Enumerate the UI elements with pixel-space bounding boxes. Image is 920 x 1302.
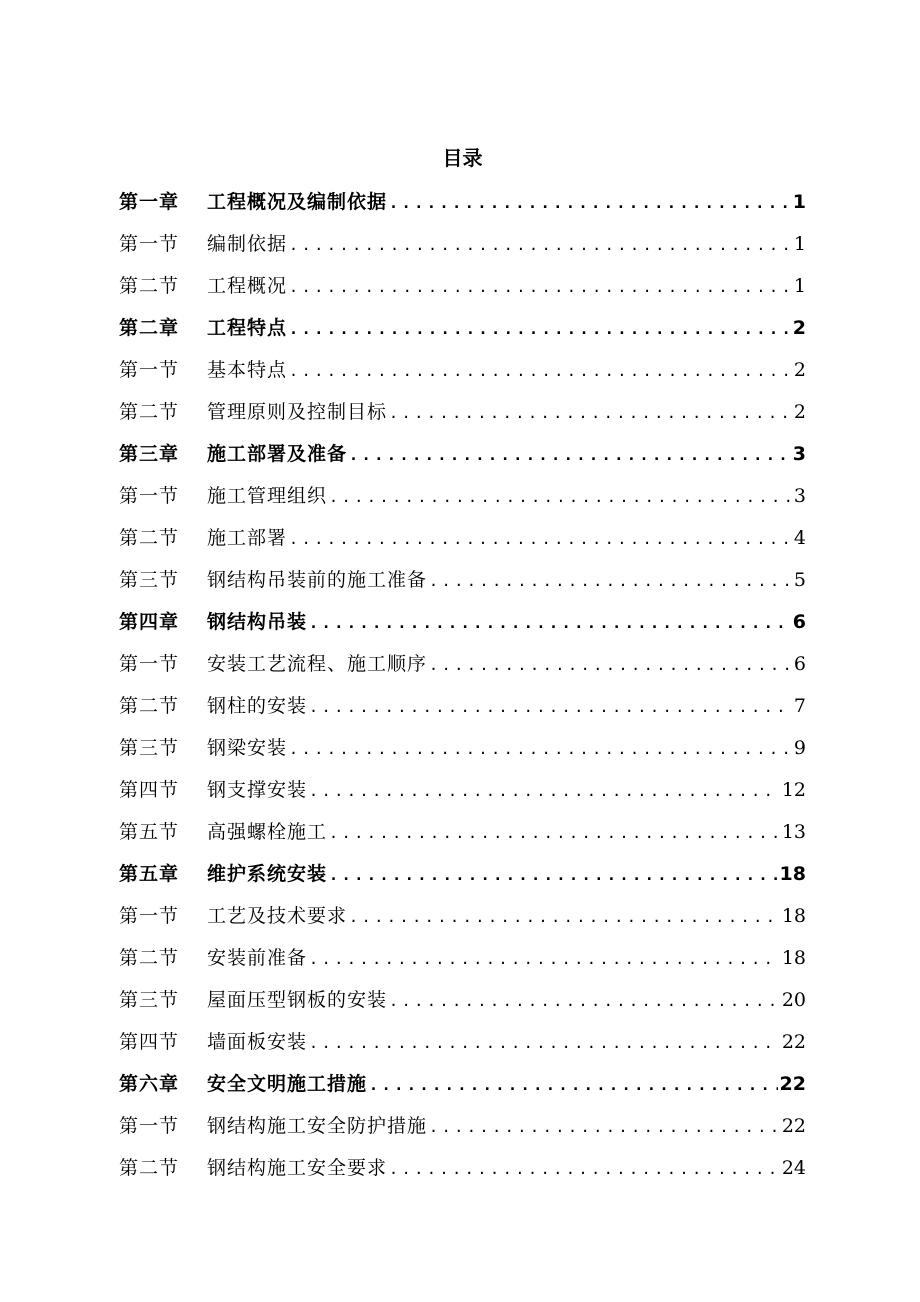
dot-leader [309,774,780,808]
toc-chapter-entry[interactable] [119,605,806,647]
dot-leader [349,900,780,934]
dot-leader [369,1068,778,1102]
toc-entry-number: 第二节 [119,695,180,717]
dot-leader [309,1026,780,1060]
toc-entry-number: 第二节 [119,947,180,969]
toc-section-entry[interactable] [119,1025,806,1067]
toc-entry-heading: 维护系统安装 [207,863,328,885]
toc-entry-heading: 钢结构施工安全防护措施 [207,1115,428,1137]
toc-entry-page-number: 3 [793,485,806,507]
toc-title: 目录 [442,146,483,170]
toc-entry-number: 第一节 [119,653,180,675]
toc-entry-page-number: 1 [793,275,806,297]
toc-section-entry[interactable] [119,521,806,563]
dot-leader [429,648,792,682]
toc-entry-number: 第三章 [119,443,180,465]
toc-entry-number: 第一节 [119,233,180,255]
toc-entry-heading: 高强螺栓施工 [207,821,328,843]
toc-entry-page-number: 7 [793,695,806,717]
toc-entry-page-number: 9 [793,737,806,759]
toc-entry-heading: 工程特点 [207,317,288,339]
toc-entry-page-number: 2 [792,317,806,339]
toc-entry-page-number: 13 [781,821,806,843]
dot-leader [309,942,780,976]
toc-entry-page-number: 1 [792,191,806,213]
toc-entry-page-number: 5 [793,569,806,591]
toc-section-entry[interactable] [119,353,806,395]
toc-section-entry[interactable] [119,815,806,857]
toc-entry-page-number: 22 [781,1115,806,1137]
toc-section-entry[interactable] [119,941,806,983]
toc-entry-page-number: 22 [781,1031,806,1053]
toc-entry-heading: 编制依据 [207,233,288,255]
toc-entry-number: 第四章 [119,611,180,633]
toc-entry-page-number: 6 [792,611,806,633]
toc-section-entry[interactable] [119,647,806,689]
toc-entry-heading: 安装工艺流程、施工顺序 [207,653,428,675]
dot-leader [429,564,792,598]
toc-entry-heading: 墙面板安装 [207,1031,308,1053]
toc-section-entry[interactable] [119,395,806,437]
toc-entry-number: 第一章 [119,191,180,213]
toc-entry-heading: 工艺及技术要求 [207,905,348,927]
toc-entry-heading: 工程概况及编制依据 [207,191,388,213]
toc-entry-heading: 钢结构施工安全要求 [207,1157,388,1179]
toc-entry-heading: 施工管理组织 [207,485,328,507]
toc-section-entry[interactable] [119,1109,806,1151]
toc-entry-page-number: 1 [793,233,806,255]
toc-chapter-entry[interactable] [119,311,806,353]
toc-entry-number: 第二节 [119,401,180,423]
toc-entry-heading: 钢支撑安装 [207,779,308,801]
dot-leader [289,522,792,556]
dot-leader [329,816,780,850]
toc-entry-heading: 安全文明施工措施 [207,1073,368,1095]
table-of-contents [119,185,806,1193]
toc-entry-page-number: 18 [781,947,806,969]
toc-entry-heading: 钢结构吊装 [207,611,308,633]
dot-leader [289,270,792,304]
toc-entry-page-number: 12 [781,779,806,801]
dot-leader [289,354,792,388]
dot-leader [309,606,791,640]
toc-entry-number: 第三节 [119,989,180,1011]
toc-section-entry[interactable] [119,773,806,815]
dot-leader [429,1110,780,1144]
toc-section-entry[interactable] [119,983,806,1025]
toc-section-entry[interactable] [119,731,806,773]
toc-section-entry[interactable] [119,899,806,941]
toc-entry-heading: 管理原则及控制目标 [207,401,388,423]
toc-entry-page-number: 2 [793,401,806,423]
toc-entry-number: 第五章 [119,863,180,885]
dot-leader [309,690,792,724]
toc-entry-page-number: 3 [792,443,806,465]
toc-entry-number: 第四节 [119,779,180,801]
toc-entry-number: 第一节 [119,905,180,927]
toc-entry-page-number: 6 [793,653,806,675]
toc-entry-number: 第三节 [119,569,180,591]
toc-entry-page-number: 18 [779,863,806,885]
toc-entry-number: 第三节 [119,737,180,759]
toc-entry-heading: 基本特点 [207,359,288,381]
toc-entry-heading: 屋面压型钢板的安装 [207,989,388,1011]
dot-leader [389,396,792,430]
toc-entry-page-number: 2 [793,359,806,381]
toc-entry-page-number: 22 [779,1073,806,1095]
dot-leader [349,438,791,472]
toc-entry-number: 第一节 [119,1115,180,1137]
toc-chapter-entry[interactable] [119,185,806,227]
dot-leader [329,858,778,892]
dot-leader [329,480,792,514]
toc-entry-number: 第一节 [119,485,180,507]
toc-section-entry[interactable] [119,269,806,311]
toc-entry-page-number: 24 [781,1157,806,1179]
toc-entry-heading: 工程概况 [207,275,288,297]
toc-entry-heading: 钢柱的安装 [207,695,308,717]
dot-leader [289,312,791,346]
toc-entry-page-number: 18 [781,905,806,927]
toc-chapter-entry[interactable] [119,1067,806,1109]
toc-entry-heading: 钢结构吊装前的施工准备 [207,569,428,591]
toc-section-entry[interactable] [119,1151,806,1193]
toc-entry-number: 第六章 [119,1073,180,1095]
toc-section-entry[interactable] [119,689,806,731]
toc-section-entry[interactable] [119,563,806,605]
dot-leader [289,228,792,262]
toc-entry-number: 第四节 [119,1031,180,1053]
toc-chapter-entry[interactable] [119,437,806,479]
toc-section-entry[interactable] [119,227,806,269]
toc-entry-heading: 安装前准备 [207,947,308,969]
toc-entry-page-number: 4 [793,527,806,549]
toc-entry-number: 第二节 [119,275,180,297]
toc-section-entry[interactable] [119,479,806,521]
toc-entry-number: 第五节 [119,821,180,843]
toc-entry-number: 第一节 [119,359,180,381]
dot-leader [389,1152,780,1186]
toc-entry-number: 第二节 [119,527,180,549]
dot-leader [389,186,791,220]
toc-entry-number: 第二节 [119,1157,180,1179]
toc-entry-page-number: 20 [781,989,806,1011]
dot-leader [389,984,780,1018]
toc-entry-heading: 钢梁安装 [207,737,288,759]
toc-entry-number: 第二章 [119,317,180,339]
toc-chapter-entry[interactable] [119,857,806,899]
toc-entry-heading: 施工部署及准备 [207,443,348,465]
dot-leader [289,732,792,766]
toc-entry-heading: 施工部署 [207,527,288,549]
